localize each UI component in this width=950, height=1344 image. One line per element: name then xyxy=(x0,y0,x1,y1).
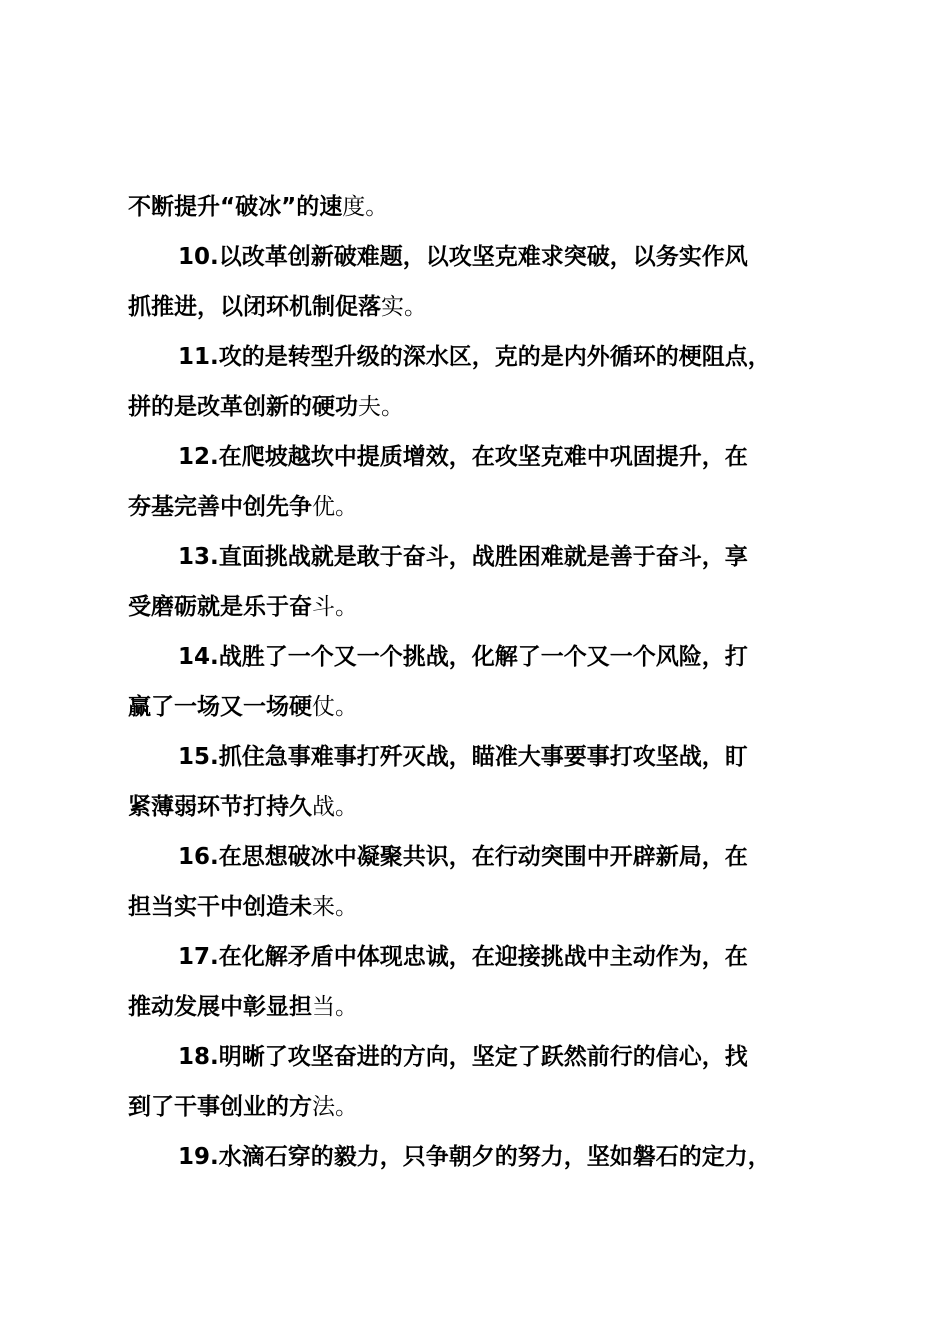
item-16-line-1 xyxy=(128,832,836,882)
line-text: 抓推进，以闭环机制促落 xyxy=(128,294,381,320)
line-text: 赢了一场又一场硬 xyxy=(128,694,312,720)
line-text: 10.以改革创新破难题，以攻坚克难求突破，以务实作风 xyxy=(178,244,748,270)
line-tail: 法。 xyxy=(312,1094,358,1120)
line-tail: 当。 xyxy=(312,994,358,1020)
line-tail: 度。 xyxy=(342,194,389,220)
line-text: 19.水滴石穿的毅力，只争朝夕的努力，坚如磐石的定力， xyxy=(178,1144,771,1170)
item-10-line-2 xyxy=(128,282,836,332)
text-line xyxy=(128,182,836,232)
line-tail: 仗。 xyxy=(312,694,358,720)
line-text: 15.抓住急事难事打歼灭战，瞄准大事要事打攻坚战，盯 xyxy=(178,744,748,770)
item-13-line-1 xyxy=(128,532,836,582)
item-12-line-1 xyxy=(128,432,836,482)
item-13-line-2 xyxy=(128,582,836,632)
line-tail: 斗。 xyxy=(312,594,358,620)
line-text: 12.在爬坡越坎中提质增效，在攻坚克难中巩固提升，在 xyxy=(178,444,748,470)
line-tail: 夫。 xyxy=(358,394,404,420)
line-text: 14.战胜了一个又一个挑战，化解了一个又一个风险，打 xyxy=(178,644,748,670)
line-tail: 来。 xyxy=(312,894,358,920)
item-15-line-2 xyxy=(128,782,836,832)
item-14-line-1 xyxy=(128,632,836,682)
line-text: 担当实干中创造未 xyxy=(128,894,312,920)
line-text: 18.明晰了攻坚奋进的方向，坚定了跃然前行的信心，找 xyxy=(178,1044,748,1070)
document-body xyxy=(128,182,836,1182)
item-17-line-2 xyxy=(128,982,836,1032)
item-19-line-1 xyxy=(128,1132,836,1182)
item-18-line-2 xyxy=(128,1082,836,1132)
line-tail: 战。 xyxy=(312,794,358,820)
line-text: 17.在化解矛盾中体现忠诚，在迎接挑战中主动作为，在 xyxy=(178,944,748,970)
line-text: 16.在思想破冰中凝聚共识，在行动突围中开辟新局，在 xyxy=(178,844,748,870)
line-text: 到了干事创业的方 xyxy=(128,1094,312,1120)
item-10-line-1 xyxy=(128,232,836,282)
line-text: 紧薄弱环节打持久 xyxy=(128,794,312,820)
item-18-line-1 xyxy=(128,1032,836,1082)
item-17-line-1 xyxy=(128,932,836,982)
line-tail: 优。 xyxy=(312,494,358,520)
line-tail: 实。 xyxy=(381,294,427,320)
item-16-line-2 xyxy=(128,882,836,932)
line-text: 13.直面挑战就是敢于奋斗，战胜困难就是善于奋斗，享 xyxy=(178,544,748,570)
item-11-line-2 xyxy=(128,382,836,432)
item-12-line-2 xyxy=(128,482,836,532)
item-11-line-1 xyxy=(128,332,836,382)
line-text: 受磨砺就是乐于奋 xyxy=(128,594,312,620)
line-text: 夯基完善中创先争 xyxy=(128,494,312,520)
item-15-line-1 xyxy=(128,732,836,782)
line-text: 推动发展中彰显担 xyxy=(128,994,312,1020)
line-text: 不断提升“破冰”的速 xyxy=(128,194,343,220)
item-14-line-2 xyxy=(128,682,836,732)
line-text: 拼的是改革创新的硬功 xyxy=(128,394,358,420)
line-text: 11.攻的是转型升级的深水区，克的是内外循环的梗阻点， xyxy=(178,344,771,370)
